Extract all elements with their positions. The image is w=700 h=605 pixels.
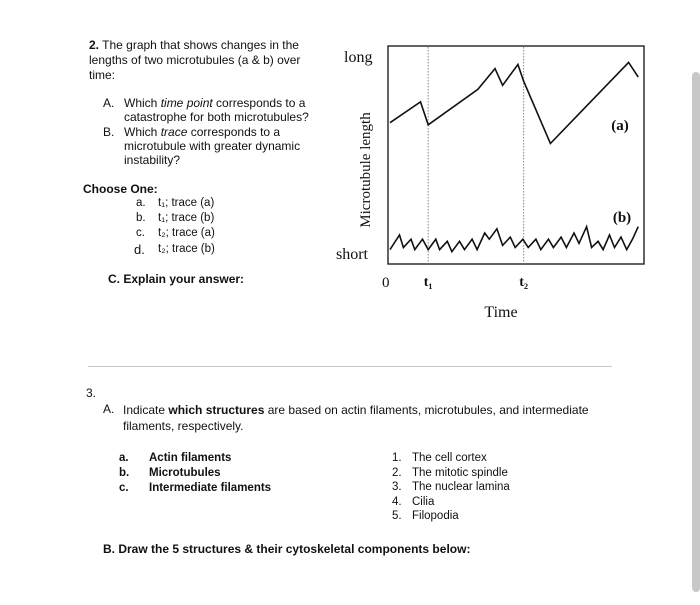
category-microtubules-letter: b. bbox=[119, 467, 130, 479]
q3-part-a-bold: which structures bbox=[168, 403, 265, 417]
q3-part-a bbox=[103, 402, 623, 434]
trace-b-line bbox=[390, 227, 638, 252]
q2-sub-a-letter: A. bbox=[103, 96, 115, 110]
q2-sub-a bbox=[103, 96, 328, 124]
q2-prompt-text: The graph that shows changes in the lengths of two microtubules (a & b) over time: bbox=[89, 38, 301, 82]
structure-4-num: 4. bbox=[392, 495, 402, 508]
option-b-text: t₁; trace (b) bbox=[158, 212, 215, 224]
q3-part-a-after: are based on actin filaments, microtubules, and intermediate filaments, respectively. bbox=[123, 403, 589, 433]
category-microtubules-label: Microtubules bbox=[149, 467, 221, 479]
vertical-scrollbar[interactable] bbox=[692, 72, 700, 592]
option-b-letter: b. bbox=[136, 212, 146, 224]
y-axis-label: Microtubule length bbox=[358, 112, 374, 228]
structure-5-label: Filopodia bbox=[412, 510, 459, 522]
microtubule-chart bbox=[330, 38, 650, 328]
explain-label: C. Explain your answer: bbox=[108, 272, 245, 286]
category-intermediate-letter: c. bbox=[119, 482, 129, 494]
y-bottom-label: short bbox=[336, 246, 368, 263]
structure-4-label: Cilia bbox=[412, 495, 435, 508]
q2-sub-b-emph: trace bbox=[160, 125, 188, 139]
q3-part-a-letter: A. bbox=[103, 402, 115, 416]
q2-sub-b-after: corresponds to a microtubule with greater dynamic instability? bbox=[124, 125, 301, 167]
q2-sub-a-after: corresponds to a catastrophe for both microtubules? bbox=[124, 96, 309, 124]
structure-2-label: The mitotic spindle bbox=[412, 466, 508, 479]
trace-a-label: (a) bbox=[611, 118, 629, 134]
q2-sub-a-emph: time point bbox=[160, 96, 213, 110]
x-axis-label: Time bbox=[484, 304, 518, 321]
q2-prompt bbox=[89, 38, 329, 83]
choose-one-label: Choose One: bbox=[83, 182, 158, 196]
option-c-letter: c. bbox=[136, 227, 145, 239]
q2-sub-b-text bbox=[124, 125, 319, 167]
category-intermediate-label: Intermediate filaments bbox=[149, 482, 272, 494]
q2-sub-b bbox=[103, 125, 328, 167]
option-a-letter: a. bbox=[136, 197, 146, 209]
q2-number: 2. bbox=[89, 38, 100, 52]
q2-sub-a-before: Which bbox=[124, 96, 161, 110]
structure-2-num: 2. bbox=[392, 466, 402, 479]
section-divider bbox=[88, 366, 612, 367]
q2-sub-a-text bbox=[124, 96, 329, 124]
trace-a-line bbox=[390, 62, 638, 143]
option-d-letter: d. bbox=[134, 242, 145, 257]
t2-tick-label: t₂ bbox=[519, 275, 529, 290]
structure-3-num: 3. bbox=[392, 481, 402, 493]
q3-part-b bbox=[103, 542, 470, 556]
q2-sub-b-letter: B. bbox=[103, 125, 115, 139]
structure-5-num: 5. bbox=[392, 510, 402, 522]
q3-number: 3. bbox=[86, 386, 97, 400]
q3-part-b-letter: B. bbox=[103, 542, 115, 556]
q3-part-a-before: Indicate bbox=[123, 403, 169, 417]
option-c-text: t₂; trace (a) bbox=[158, 227, 215, 239]
plot-frame bbox=[388, 46, 644, 264]
trace-b-label: (b) bbox=[612, 210, 632, 226]
category-actin-letter: a. bbox=[119, 452, 129, 464]
structure-1-label: The cell cortex bbox=[412, 452, 487, 464]
option-d-text: t₂; trace (b) bbox=[158, 243, 215, 255]
y-top-label: long bbox=[344, 49, 373, 66]
structure-3-label: The nuclear lamina bbox=[412, 481, 510, 493]
structure-1-num: 1. bbox=[392, 452, 402, 464]
q3-part-b-text: Draw the 5 structures & their cytoskeletal components below: bbox=[118, 542, 471, 556]
x-origin-label: 0 bbox=[382, 275, 390, 291]
t1-tick-label: t₁ bbox=[423, 275, 433, 290]
option-a-text: t₁; trace (a) bbox=[158, 197, 215, 209]
q2-sub-b-before: Which bbox=[124, 125, 161, 139]
category-actin-label: Actin filaments bbox=[149, 452, 232, 464]
q3-part-a-text bbox=[123, 402, 618, 434]
